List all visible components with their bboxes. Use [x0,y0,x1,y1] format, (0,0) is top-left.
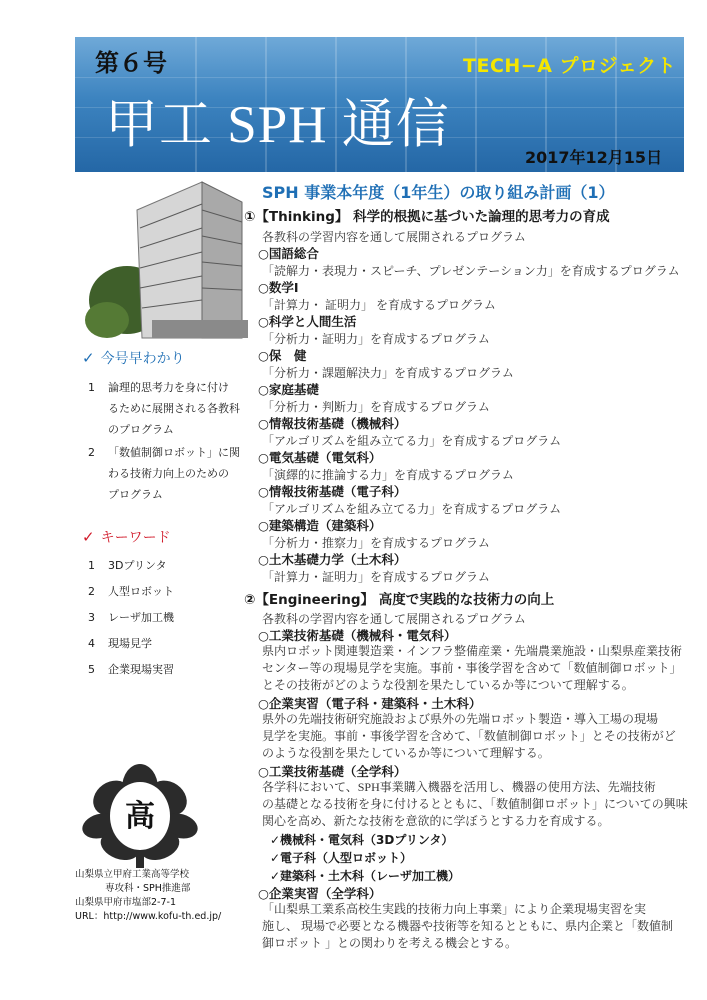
program-desc [262,643,682,694]
school-emblem-logo [82,758,198,870]
subject-name: ○数学Ⅰ [258,280,299,295]
school-building-photo [82,180,250,340]
equipment-item: ✓建築科・土木科（レーザ加工機） [270,869,461,883]
subject-desc: 「演繹的に推論する力」を育成するプログラム [262,468,514,482]
subject-desc: 「計算力・ 証明力」 を育成するプログラム [262,298,496,312]
subject-desc: 「読解力・表現力・スピーチ、プレゼンテーション力」を育成するプログラム [262,264,680,278]
subject-desc: 「分析力・証明力」を育成するプログラム [262,332,490,346]
school-url[interactable]: URL：http://www.kofu-th.ed.jp/ [75,911,222,922]
article-subtitle: SPH 事業本年度（1年生）の取り組み計画（1） [262,183,615,202]
subject-desc: 「分析力・課題解決力」を育成するプログラム [262,366,514,380]
keyword-item [88,607,258,628]
check-icon: ✓ [82,528,95,546]
subject-desc: 「アルゴリズムを組み立てる力」を育成するプログラム [262,502,562,516]
keyword-text: 人型ロボット [108,585,174,598]
keyword-text: 現場見学 [108,637,152,650]
program-desc-line: 関心を高め、新たな技術を意欲的に学ぼうとする力を育成する。 [262,814,610,828]
engineering-heading: ②【Engineering】 高度で実践的な技術力の向上 [244,592,555,608]
subject-name: ○情報技術基礎（電子科） [258,484,407,499]
keyword-item [88,581,258,602]
keyword-number: 1 [88,559,95,572]
keyword-number: 4 [88,637,95,650]
program-desc-line: 「山梨県工業系高校生実践的技術力向上事業」により企業現場実習を実 [262,902,647,916]
program-desc [262,779,688,830]
keyword-item [88,555,258,576]
keyword-number: 2 [88,585,95,598]
program-desc [262,711,676,762]
quick-item [88,442,258,505]
school-address: 山梨県甲府市塩部2-7-1 [75,897,176,908]
quick-item-line: 「数値制御ロボット」に関 [108,446,240,459]
subject-desc: 「分析力・推察力」を育成するプログラム [262,536,490,550]
subject-desc: 「計算力・証明力」を育成するプログラム [262,570,490,584]
quick-item-line: のプログラム [108,423,174,436]
equipment-item: ✓電子科（人型ロボット） [270,851,413,865]
quick-summary-title: 今号早わかり [100,351,185,367]
issue-number: 第６号 [95,49,167,77]
keyword-title: キーワード [100,530,171,546]
school-department: 専攻科・SPH推進部 [105,883,191,894]
program-name: ○工業技術基礎（機械科・電気科） [258,628,457,643]
keyword-item [88,633,258,654]
program-desc-line: 御ロボット 」との関わりを考える機会とする。 [262,936,518,950]
program-name: ○企業実習（電子科・建築科・土木科） [258,696,482,711]
program-desc-line: 見学を実施。事前・事後学習を含めて、「数値制御ロボット」とその技術がど [262,729,676,743]
keyword-number: 5 [88,663,95,676]
program-name: ○企業実習（全学科） [258,886,382,901]
quick-item-line: るために展開される各教科 [108,402,240,415]
subject-name: ○建築構造（建築科） [258,518,382,533]
subject-desc: 「分析力・判断力」を育成するプログラム [262,400,490,414]
program-desc-line: 県内ロボット関連製造業・インフラ整備産業・先端農業施設・山梨県産業技術 [262,644,683,658]
project-name: TECH−A プロジェクト [463,55,677,77]
thinking-heading: ①【Thinking】 科学的根拠に基づいた論理的思考力の育成 [244,209,610,225]
equipment-item: ✓機械科・電気科（3Dプリンタ） [270,833,454,847]
keyword-item [88,659,258,680]
program-desc-line: 各学科において、SPH事業購入機器を活用し、機器の使用方法、先端技術 [262,780,656,794]
program-desc-line: の基礎となる技術を身に付けるとともに、「数値制御ロボット」についての興味 [262,797,688,811]
quick-summary-heading [82,348,185,368]
quick-item-number: 2 [88,446,95,459]
check-icon: ✓ [82,349,95,367]
keyword-text: 3Dプリンタ [108,559,167,572]
keyword-number: 3 [88,611,95,624]
school-name: 山梨県立甲府工業高等学校 [75,869,190,880]
keyword-text: レーザ加工機 [108,611,174,624]
header-banner [75,37,684,172]
quick-item-line: プログラム [108,488,163,501]
quick-item-number: 1 [88,381,95,394]
subject-name: ○科学と人間生活 [258,314,357,329]
subject-name: ○保 健 [258,348,307,363]
program-desc-line: のような役割を果たしているか等について理解する。 [262,746,550,760]
subject-name: ○電気基礎（電気科） [258,450,382,465]
program-name: ○工業技術基礎（全学科） [258,764,407,779]
subject-desc: 「アルゴリズムを組み立てる力」を育成するプログラム [262,434,562,448]
subject-name: ○国語総合 [258,246,319,261]
thinking-intro: 各教科の学習内容を通して展開されるプログラム [262,230,526,244]
newsletter-title: 甲工 SPH 通信 [105,96,450,154]
keyword-heading [82,527,171,547]
emblem-character: 高 [125,799,155,834]
program-desc-line: 県外の先端技術研究施設および県外の先端ロボット製造・導入工場の現場 [262,712,659,726]
quick-item-line: 論理的思考力を身に付け [108,381,229,394]
engineering-intro: 各教科の学習内容を通して展開されるプログラム [262,612,526,626]
quick-item-line: わる技術力向上のための [108,467,229,480]
program-desc [262,901,673,952]
subject-name: ○家庭基礎 [258,382,319,397]
program-desc-line: センター等の現場見学を実施。事前・事後学習を含めて「数値制御ロボット」 [262,661,682,675]
subject-name: ○情報技術基礎（機械科） [258,416,407,431]
program-desc-line: 施し、 現場で必要となる機器や技術等を知るとともに、県内企業と「数値制 [262,919,674,933]
program-desc-line: とその技術がどのような役割を果たしているか等について理解する。 [262,678,634,692]
issue-date: 2017年12月15日 [525,148,663,167]
keyword-text: 企業現場実習 [108,663,174,676]
subject-name: ○土木基礎力学（土木科） [258,552,407,567]
quick-item [88,377,258,440]
school-info [75,868,221,924]
